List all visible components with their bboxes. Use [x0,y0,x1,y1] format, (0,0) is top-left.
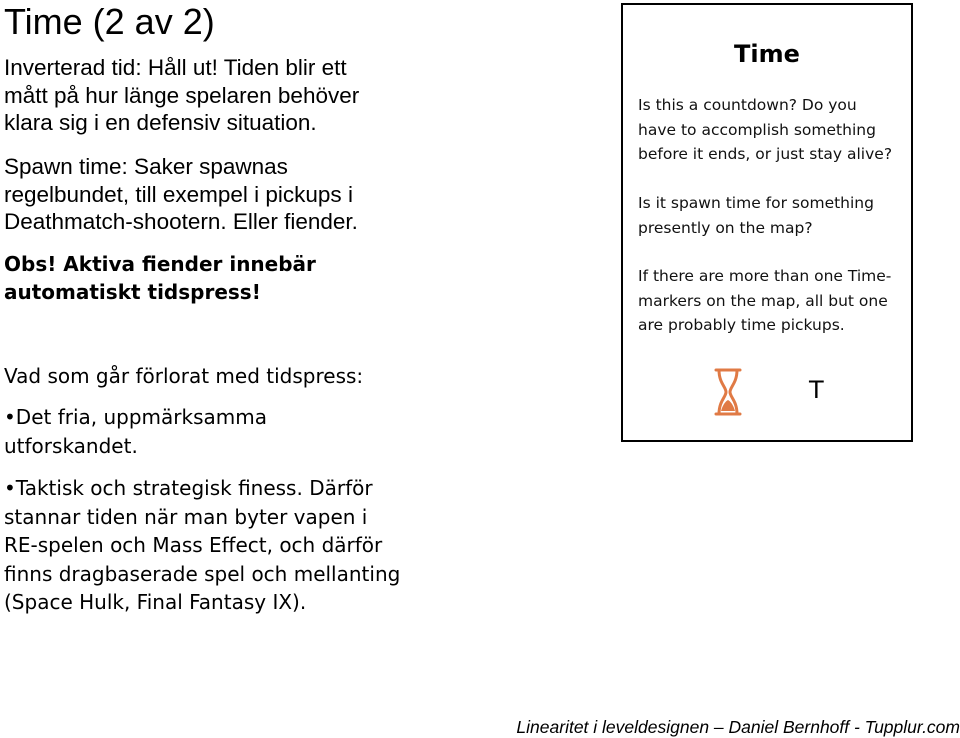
text-line: RE-spelen och Mass Effect, och därför [4,533,383,557]
text-line: have to accomplish something [638,120,876,139]
text-line: regelbundet, till exempel i pickups i [4,181,353,207]
time-marker-letter: T [809,376,824,404]
text-line: Inverterad tid: Håll ut! Tiden blir ett [4,55,347,80]
card-paragraph-spawn [638,191,910,240]
page-title: Time (2 av 2) [4,1,215,42]
text-line: mått på hur länge spelaren behöver [4,82,360,108]
inverted-time-paragraph [4,54,604,137]
text-line: Spawn time: Saker spawnas [4,154,288,179]
card-paragraph-countdown [638,93,910,167]
footer-credit: Linearitet i leveldesignen – Daniel Bernhoff - Tupplur.com [516,717,960,737]
bullet-tactics [4,474,604,617]
text-line: Is this a countdown? Do you [638,96,857,114]
bullet-exploration [4,403,604,460]
card-paragraph-pickups [638,264,910,338]
text-line: presently on the map? [638,218,813,237]
question-line [4,362,604,391]
hourglass-icon [714,367,742,417]
text-line: markers on the map, all but one [638,291,888,310]
text-line: •Det fria, uppmärksamma [4,405,267,429]
text-line: Deathmatch-shootern. Eller fiender. [4,209,358,234]
text-line: Obs! Aktiva fiender innebär [4,252,316,276]
text-line: •Taktisk och strategisk finess. Därför [4,476,373,500]
text-line: (Space Hulk, Final Fantasy IX). [4,590,307,614]
text-line: stannar tiden när man byter vapen i [4,504,368,529]
text-line: are probably time pickups. [638,316,845,334]
text-line: utforskandet. [4,433,138,458]
text-line: If there are more than one Time- [638,267,892,285]
spawn-time-paragraph [4,153,604,236]
text-line: finns dragbaserade spel och mellanting [4,561,401,586]
text-line: Is it spawn time for something [638,194,874,212]
note-paragraph [4,250,604,306]
card-title: Time [734,40,800,68]
text-line: klara sig i en defensiv situation. [4,110,317,135]
text-line: automatiskt tidspress! [4,280,261,304]
text-line: Vad som går förlorat med tidspress: [4,364,364,388]
text-line: before it ends, or just stay alive? [638,145,893,163]
time-card [621,3,913,442]
